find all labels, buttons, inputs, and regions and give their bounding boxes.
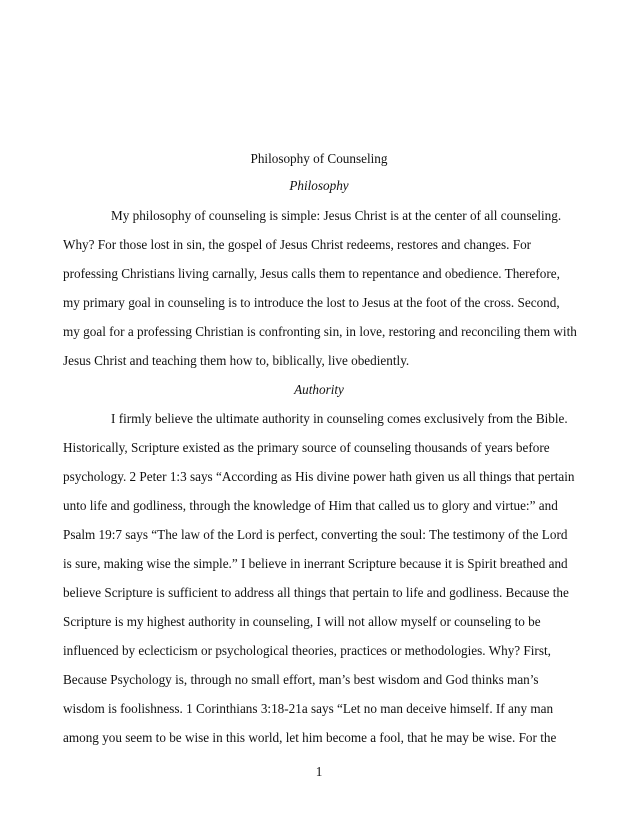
paragraph-line: psychology. 2 Peter 1:3 says “According as His divine power hath given us all things that pertain <box>63 469 575 484</box>
paragraph-line: Jesus Christ and teaching them how to, biblically, live obediently. <box>63 353 410 368</box>
paragraph-line: believe Scripture is sufficient to address all things that pertain to life and godliness. Because the <box>63 585 569 600</box>
paragraph-line: wisdom is foolishness. 1 Corinthians 3:18-21a says “Let no man deceive himself. If any man <box>63 701 554 716</box>
paragraph-line: my goal for a professing Christian is confronting sin, in love, restoring and reconciling them with <box>63 324 577 339</box>
paragraph-line: Historically, Scripture existed as the primary source of counseling thousands of years before <box>63 440 550 455</box>
paragraph-line: Scripture is my highest authority in counseling, I will not allow myself or counseling to be <box>63 614 541 629</box>
section-heading-philosophy: Philosophy <box>289 178 349 193</box>
paragraph-line: is sure, making wise the simple.” I believe in inerrant Scripture because it is Spirit breathed and <box>63 556 568 571</box>
paragraph-line: I firmly believe the ultimate authority in counseling comes exclusively from the Bible. <box>111 411 568 426</box>
paragraph-line: My philosophy of counseling is simple: Jesus Christ is at the center of all counseling. <box>111 208 562 223</box>
paragraph-line: my primary goal in counseling is to introduce the lost to Jesus at the foot of the cross. Second, <box>63 295 560 310</box>
page-number: 1 <box>315 764 323 779</box>
document-title: Philosophy of Counseling <box>250 151 388 166</box>
paragraph-line: professing Christians living carnally, Jesus calls them to repentance and obedience. Therefore, <box>63 266 560 281</box>
paragraph-line: unto life and godliness, through the knowledge of Him that called us to glory and virtue:” and <box>63 498 558 513</box>
paragraph-line: Why? For those lost in sin, the gospel of Jesus Christ redeems, restores and changes. For <box>63 237 532 252</box>
paragraph-line: Psalm 19:7 says “The law of the Lord is perfect, converting the soul: The testimony of the Lord <box>63 527 568 542</box>
paragraph-line: among you seem to be wise in this world, let him become a fool, that he may be wise. For the <box>63 730 557 745</box>
paragraph-line: influenced by eclecticism or psychological theories, practices or methodologies. Why? First, <box>63 643 551 658</box>
section-heading-authority: Authority <box>294 382 344 397</box>
paragraph-line: Because Psychology is, through no small effort, man’s best wisdom and God thinks man’s <box>63 672 539 687</box>
